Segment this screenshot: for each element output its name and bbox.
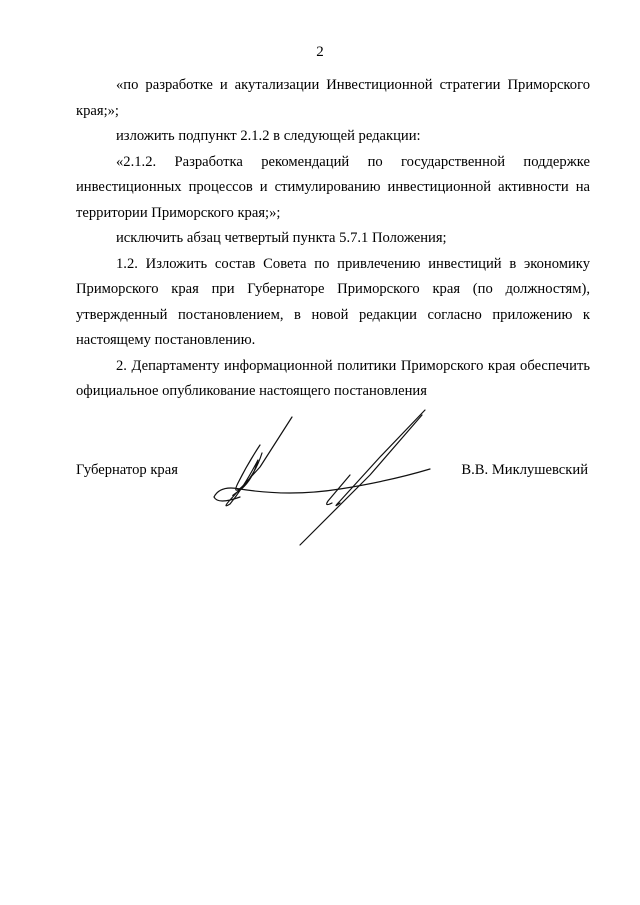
paragraph-amend-subclause: изложить подпункт 2.1.2 в следующей редакции: <box>116 128 421 144</box>
page-number: 2 <box>316 44 324 60</box>
paragraph-subclause-2-1-2: «2.1.2. Разработка рекомендаций по государственной поддержке инвестиционных процессов и стимулированию инвестиционной активности на территории Приморского края;»; <box>76 153 590 221</box>
signatory-position: Губернатор края <box>76 462 178 478</box>
paragraph-exclude-clause: исключить абзац четвертый пункта 5.7.1 Положения; <box>116 230 447 246</box>
paragraph-2-publication: 2. Департаменту информационной политики Приморского края обеспечить официальное опубликование настоящего постановления <box>76 357 590 399</box>
handwritten-signature <box>200 405 450 555</box>
paragraph-1-2-council: 1.2. Изложить состав Совета по привлечению инвестиций в экономику Приморского края при Губернаторе Приморского края (по должностям), утвержденный постановлением, в новой редакции согласно приложению к настоящему постановлению. <box>76 255 590 348</box>
signatory-name: В.В. Миклушевский <box>461 462 588 478</box>
paragraph-strategy-quote: «по разработке и акутализации Инвестиционной стратегии Приморского края;»; <box>76 77 590 119</box>
document-body <box>76 73 590 405</box>
